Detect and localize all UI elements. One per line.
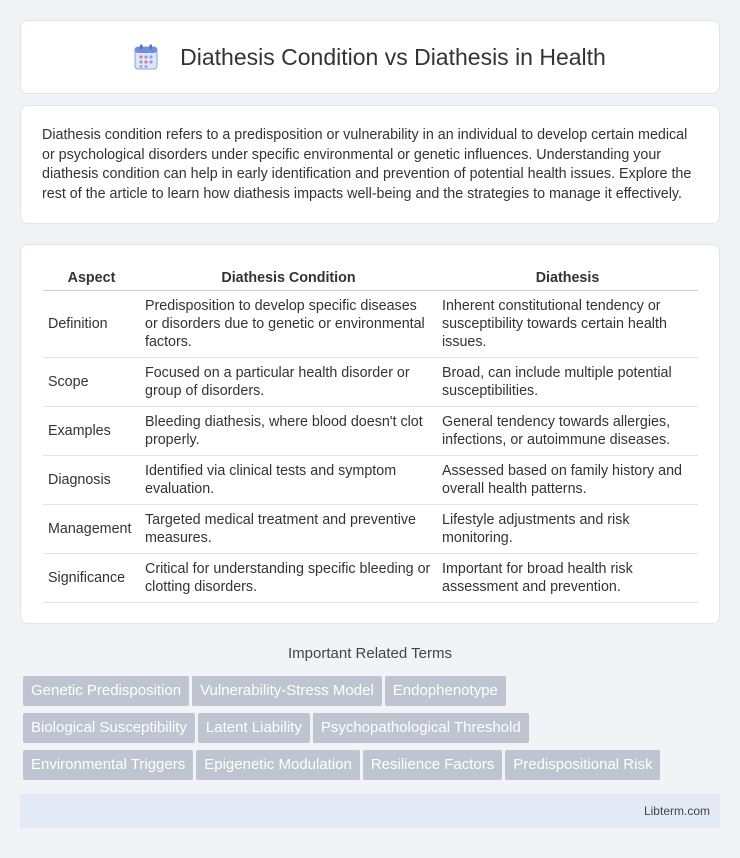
column-header-aspect: Aspect [43, 265, 140, 291]
related-term-tag[interactable]: Biological Susceptibility [23, 713, 195, 743]
row-aspect: Examples [43, 407, 140, 456]
related-terms-list [23, 676, 723, 787]
table-row [43, 358, 698, 407]
footer [20, 794, 720, 828]
column-header-diathesis: Diathesis [437, 265, 698, 291]
row-condition: Predisposition to develop specific diseases or disorders due to genetic or environmental factors. [140, 291, 437, 358]
row-condition: Bleeding diathesis, where blood doesn't clot properly. [140, 407, 437, 456]
row-condition: Identified via clinical tests and symptom evaluation. [140, 456, 437, 505]
row-diathesis: General tendency towards allergies, infections, or autoimmune diseases. [437, 407, 698, 456]
related-term-tag[interactable]: Latent Liability [198, 713, 310, 743]
row-diathesis: Assessed based on family history and overall health patterns. [437, 456, 698, 505]
row-aspect: Significance [43, 554, 140, 603]
table-row [43, 554, 698, 603]
row-aspect: Scope [43, 358, 140, 407]
row-aspect: Management [43, 505, 140, 554]
related-term-tag[interactable]: Predispositional Risk [505, 750, 660, 780]
table-row [43, 407, 698, 456]
related-term-tag[interactable]: Environmental Triggers [23, 750, 193, 780]
row-diathesis: Broad, can include multiple potential susceptibilities. [437, 358, 698, 407]
related-term-tag[interactable]: Vulnerability-Stress Model [192, 676, 382, 706]
table-row [43, 456, 698, 505]
row-aspect: Diagnosis [43, 456, 140, 505]
table-header-row [43, 265, 698, 291]
related-term-tag[interactable]: Endophenotype [385, 676, 506, 706]
related-term-tag[interactable]: Epigenetic Modulation [196, 750, 360, 780]
intro-card [20, 105, 720, 224]
row-diathesis: Lifestyle adjustments and risk monitoring. [437, 505, 698, 554]
row-diathesis: Important for broad health risk assessment and prevention. [437, 554, 698, 603]
related-term-tag[interactable]: Psychopathological Threshold [313, 713, 529, 743]
table-row [43, 505, 698, 554]
row-condition: Targeted medical treatment and preventive measures. [140, 505, 437, 554]
row-condition: Focused on a particular health disorder or group of disorders. [140, 358, 437, 407]
row-diathesis: Inherent constitutional tendency or susceptibility towards certain health issues. [437, 291, 698, 358]
header-card [20, 20, 720, 94]
table-row [43, 291, 698, 358]
related-term-tag[interactable]: Genetic Predisposition [23, 676, 189, 706]
row-condition: Critical for understanding specific bleeding or clotting disorders. [140, 554, 437, 603]
row-aspect: Definition [43, 291, 140, 358]
comparison-table-card [20, 244, 720, 624]
footer-brand[interactable]: Libterm.com [643, 804, 710, 818]
related-term-tag[interactable]: Resilience Factors [363, 750, 502, 780]
comparison-table [43, 265, 698, 603]
related-terms-title: Important Related Terms [288, 645, 452, 662]
column-header-condition: Diathesis Condition [140, 265, 437, 291]
calendar-grid-icon [134, 44, 158, 70]
page-title: Diathesis Condition vs Diathesis in Health [180, 43, 606, 70]
intro-text: Diathesis condition refers to a predisposition or vulnerability in an individual to develop certain medical or psychological disorders under specific environmental or genetic influences. Understanding your diathesis condition can help in early identification and prevention of potential health issues. Explore the rest of the article to learn how diathesis impacts well-being and the strategies to manage it effectively. [42, 127, 692, 202]
